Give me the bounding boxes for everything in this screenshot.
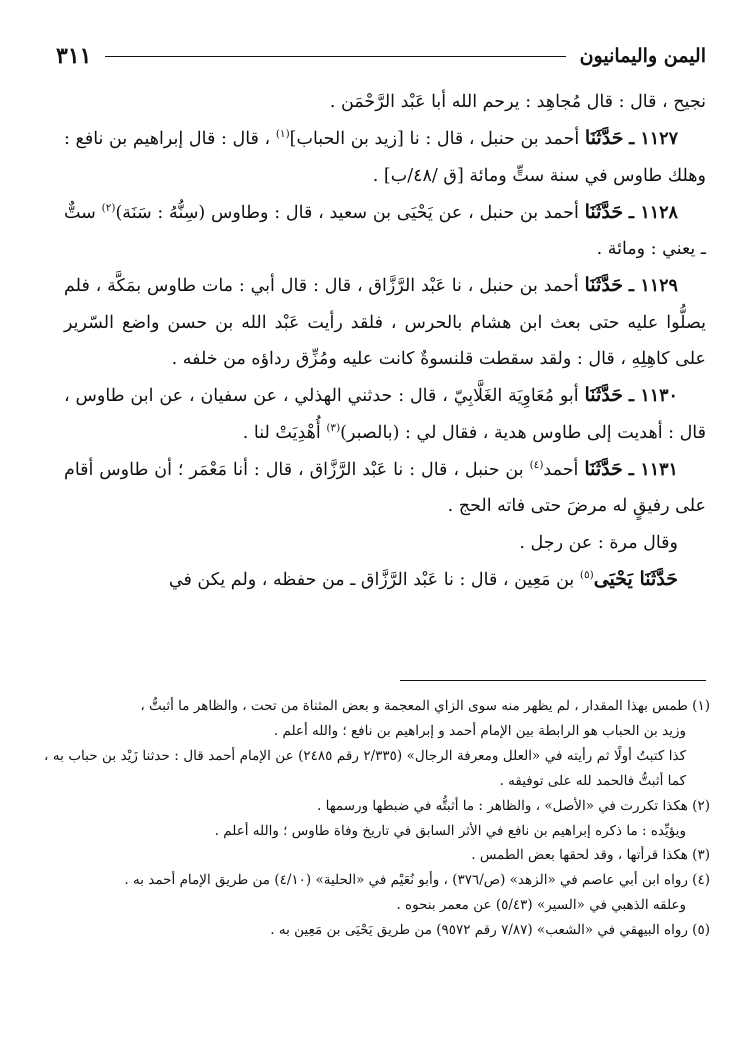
hadith-1129	[64, 267, 706, 377]
footnote-1-cont: وزيد بن الحباب هو الرابطة بين الإمام أحمد و إبراهيم بن نافع ؛ والله أعلم .	[273, 722, 686, 739]
paragraph-note: وقال مرة : عن رجل .	[519, 532, 678, 553]
hadith-1127	[64, 120, 706, 194]
footnote-ref: (٣)	[326, 421, 341, 434]
hadith-number: ١١٣١ ـ	[628, 459, 678, 480]
hadith-text: بن مَعِين ، قال : نا عَبْد الرَّزَّاق ـ من حفظه ، ولم يكن في	[168, 569, 575, 590]
narration-lead: حَدَّثَنَا	[584, 384, 623, 407]
footnotes	[44, 694, 710, 943]
hadith-1130	[64, 377, 706, 451]
footnote-1-cont: كذا كتبتُ أولًا ثم رأيته في «العلل ومعرفة الرجال» (٢/٣٣٥ رقم ٢٤٨٥) عن الإمام أحمد قال : حدثنا زَيْد بن حباب به ، كما أثبتُّ فالحمد لله على توفيقه .	[44, 747, 687, 789]
footnote-3: (٣) هكذا قرأتها ، وقد لحقها بعض الطمس .	[471, 847, 710, 864]
footnote-ref: (٥)	[579, 569, 594, 582]
page-number: ٣١١	[56, 43, 92, 69]
narration-lead: حَدَّثَنَا	[584, 200, 624, 223]
footnote-5: (٥) رواه البيهقي في «الشعب» (٧/٨٧ رقم ٩٥٧٢) من طريق يَحْيَى بن مَعِين به .	[270, 922, 710, 939]
footnote-4: (٤) رواه ابن أبي عاصم في «الزهد» (ص/٣٧٦) ، وأبو نُعَيْم في «الحلية» (٤/١٠) من طريق الإمام أحمد به .	[124, 872, 710, 889]
narration-lead: حَدَّثَنَا	[584, 457, 623, 480]
hadith-next	[64, 561, 706, 598]
hadith-text: ستٌّ ـ يعني : ومائة .	[64, 202, 706, 260]
hadith-text: أُهْدِيَتْ لنا .	[242, 422, 321, 443]
running-title: اليمن واليمانيون	[579, 45, 706, 67]
hadith-number: ١١٢٨ ـ	[628, 202, 678, 223]
narration-lead: حَدَّثَنَا	[584, 274, 624, 297]
footnote-ref: (٢)	[101, 202, 116, 215]
page-header	[56, 36, 706, 76]
hadith-text: أحمد بن حنبل ، نا عَبْد الرَّزَّاق ، قال : قال أبي : مات طاوس بمَكَّة ، فلم يصلُّوا عليه حتى بعث ابن هشام بالحرس ، فلقد رأيت عَبْد الله بن حسن واضع السّرير على كاهِلِهِ ، قال : ولقد سقطت قلنسوةٌ كانت عليه ومُزِّق رداؤه من خلفه .	[64, 276, 706, 370]
main-text	[64, 84, 706, 598]
footnote-ref: (١)	[275, 128, 290, 141]
footnote-2: (٢) هكذا تكررت في «الأصل» ، والظاهر : ما أثبتُّه في ضبطها ورسمها .	[317, 797, 710, 814]
footnote-separator	[400, 680, 706, 681]
footnote-ref: (٤)	[529, 459, 544, 472]
hadith-text: بن حنبل ، قال : نا عَبْد الرَّزَّاق ، قال : أنا مَعْمَر ؛ أن طاوس أقام على رفيقٍ له مرضَ حتى فاته الحج .	[64, 459, 706, 517]
hadith-1131	[64, 451, 706, 525]
hadith-text: ، قال : قال إبراهيم بن نافع : وهلك طاوس في سنة ستٍّ ومائة [ق /٤٨/ب] .	[64, 129, 706, 186]
narration-lead: حَدَّثَنَا	[584, 127, 624, 150]
hadith-text: أحمد بن حنبل ، قال : نا [زيد بن الحباب]	[289, 129, 580, 150]
hadith-text: أحمد	[543, 459, 579, 480]
hadith-number: ١١٢٧ ـ	[629, 129, 678, 150]
hadith-text: أحمد بن حنبل ، عن يَحْيَى بن سعيد ، قال : وطاوس (سِنُّهُ : سَنَة)	[115, 202, 579, 223]
hadith-number: ١١٢٩ ـ	[628, 276, 678, 297]
footnote-2-cont: ويؤيِّده : ما ذكره إبراهيم بن نافع في الأثر السابق في تاريخ وفاة طاوس ؛ والله أعلم .	[214, 822, 686, 839]
hadith-1128	[64, 194, 706, 268]
footnote-1: (١) طمس بهذا المقدار ، لم يظهر منه سوى الزاي المعجمة و بعض المثناة من تحت ، والظاهر ما أثبتُّ ،	[140, 698, 710, 714]
paragraph-continuation: نجيح ، قال : قال مُجاهِد : يرحم الله أبا عَبْد الرَّحْمَن .	[329, 92, 706, 112]
hadith-text: أبو مُعَاوِيَة الغَلَّابِيّ ، قال : حدثني الهذلي ، عن سفيان ، عن ابن طاوس ، قال : أهديت إلى طاوس هدية ، فقال لي : (بالصبر)	[64, 386, 706, 443]
header-rule	[105, 56, 565, 57]
narration-lead: حَدَّثَنَا يَحْيَى	[593, 567, 678, 590]
hadith-number: ١١٣٠ ـ	[628, 386, 678, 407]
footnote-4-cont: وعلقه الذهبي في «السير» (٥/٤٣) عن معمر بنحوه .	[396, 897, 686, 914]
